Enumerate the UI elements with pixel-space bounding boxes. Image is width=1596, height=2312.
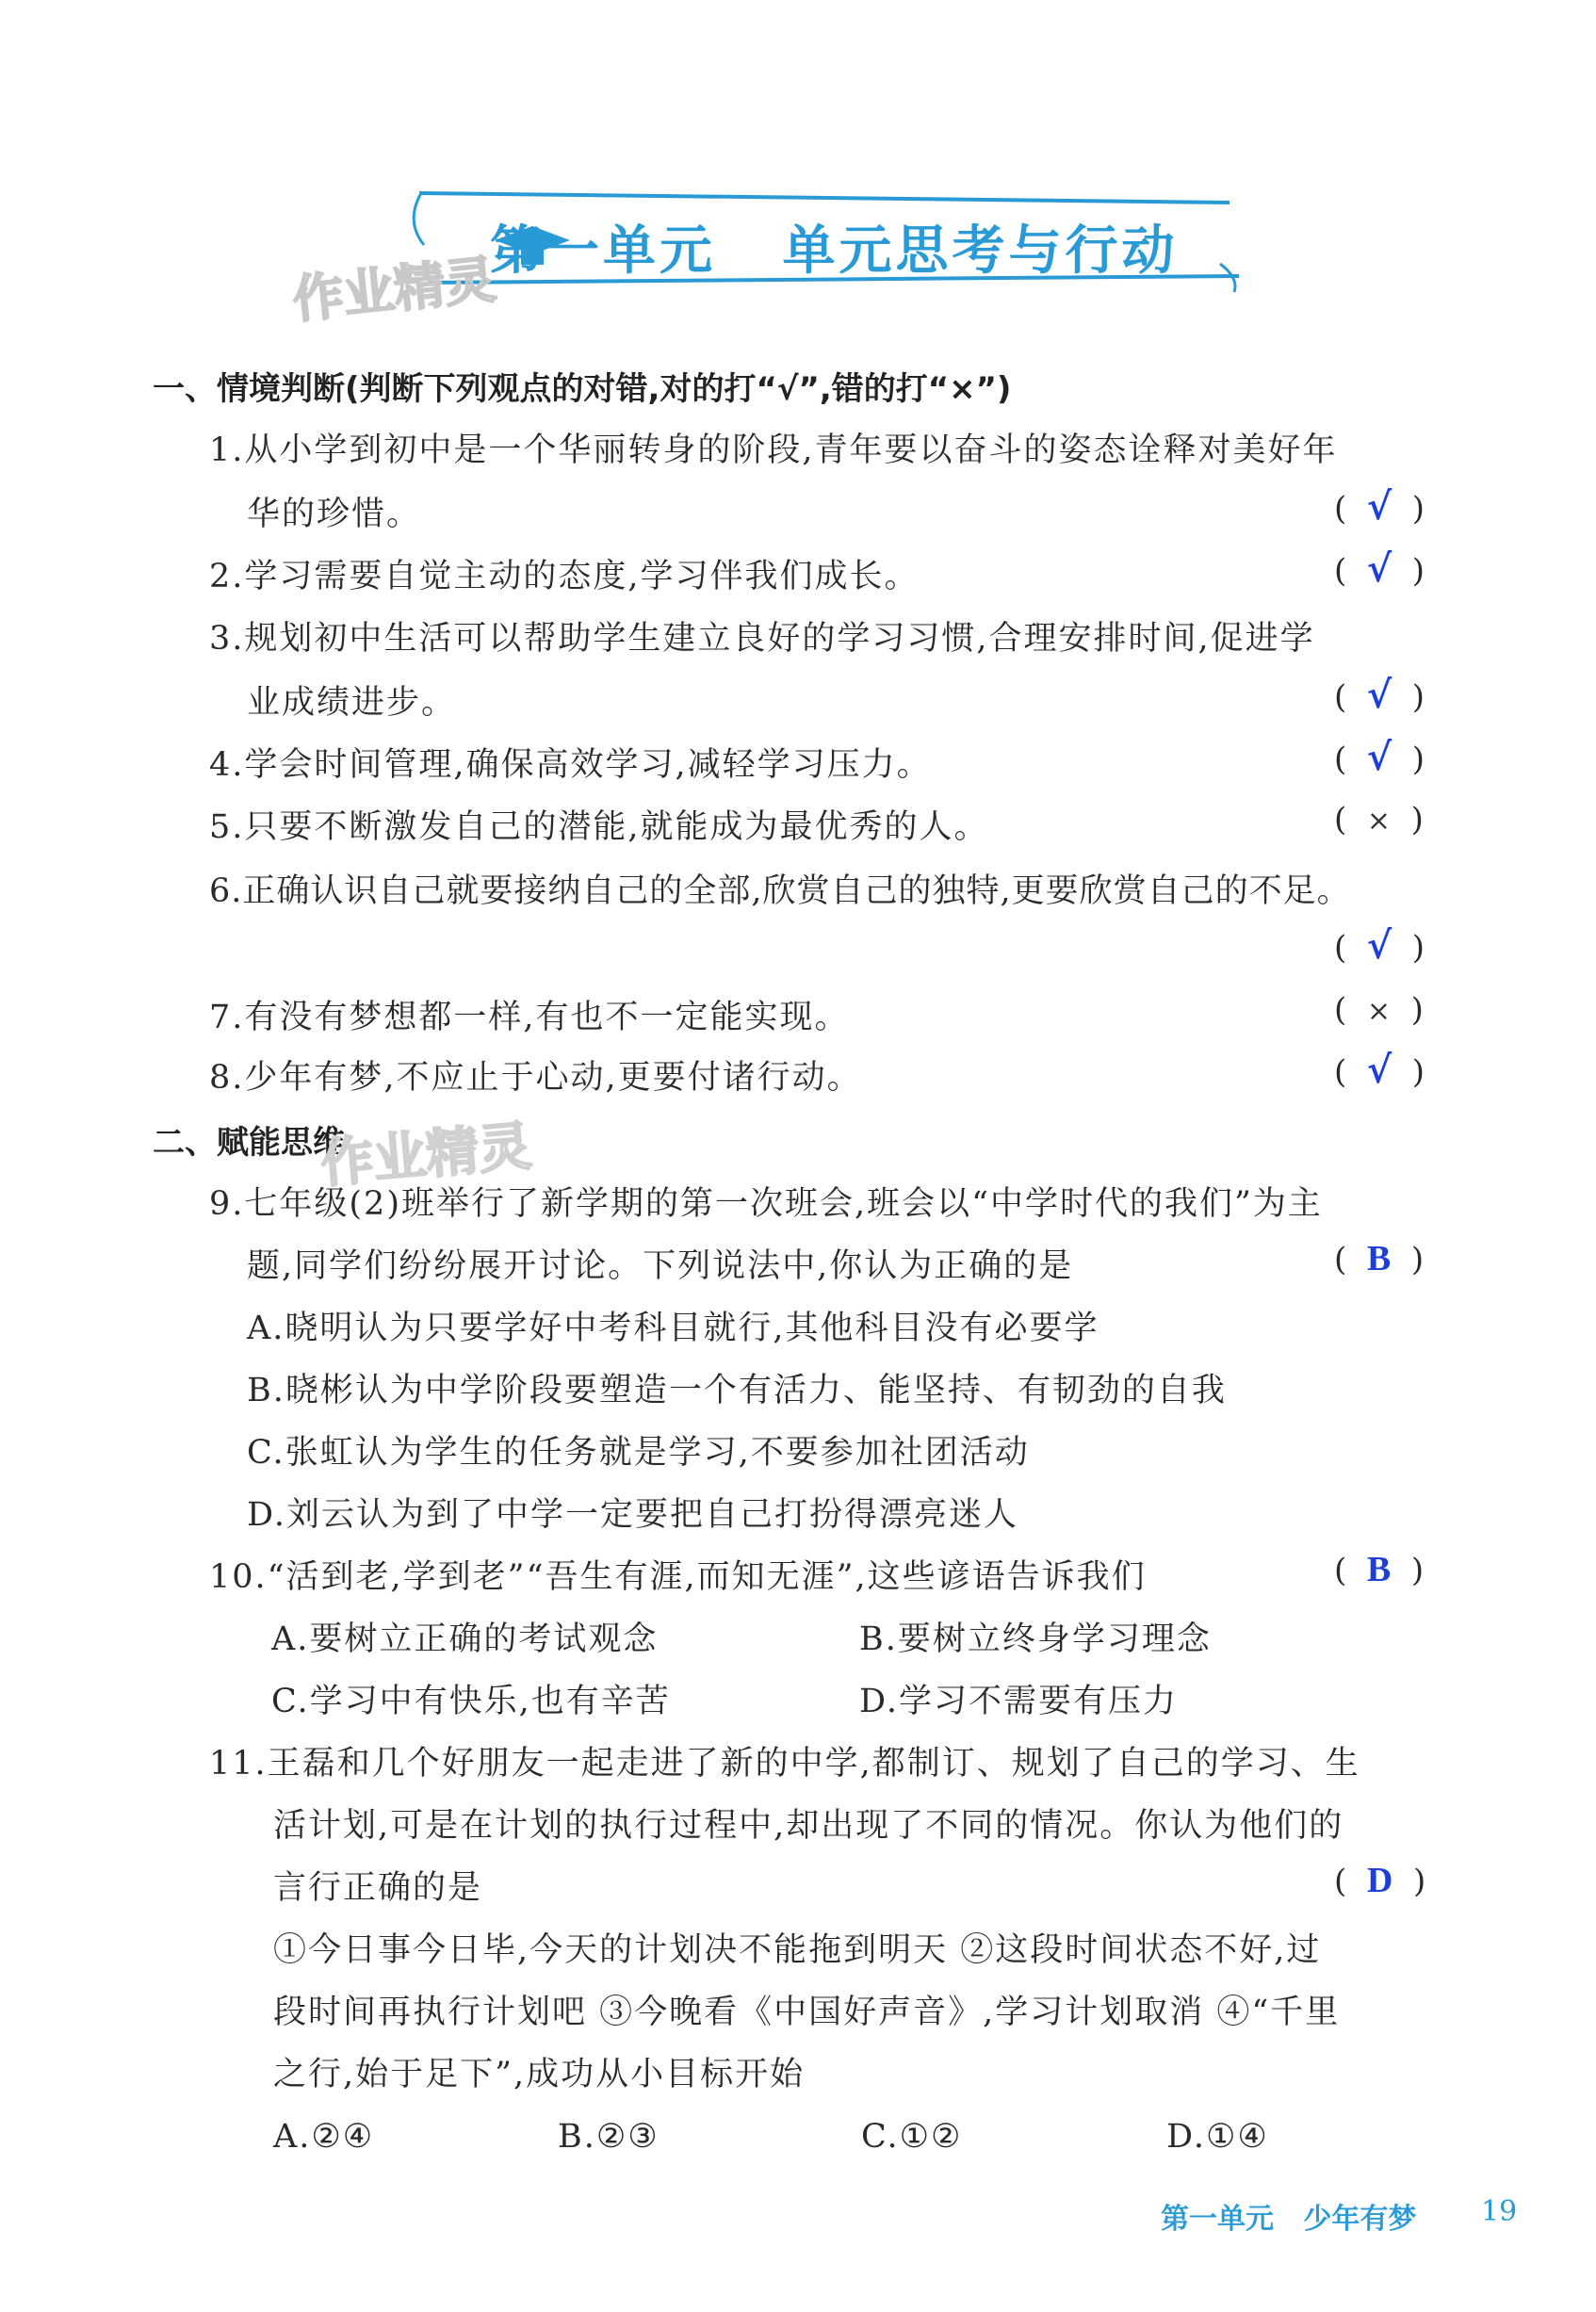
- q5-answer-box: ( × ): [1334, 801, 1424, 839]
- q10-answer: B: [1366, 1550, 1392, 1589]
- page-number: 19: [1481, 2195, 1518, 2228]
- watermark: 作业精灵: [318, 1115, 534, 1196]
- q7-answer-box: ( × ): [1334, 991, 1424, 1029]
- page-title: 第一单元 单元思考与行动: [490, 220, 1179, 282]
- q5-answer: ×: [1366, 805, 1392, 838]
- q11-option-c: C.①②: [861, 2118, 963, 2156]
- q11-option-d: D.①④: [1166, 2118, 1269, 2156]
- q9-option-d: D.刘云认为到了中学一定要把自己打扮得漂亮迷人: [247, 1496, 1018, 1534]
- q9-option-b: B.晓彬认为中学阶段要塑造一个有活力、能坚持、有韧劲的自我: [247, 1372, 1227, 1409]
- q9-line1: 9.七年级(2)班举行了新学期的第一次班会,班会以“中学时代的我们”为主: [209, 1185, 1323, 1223]
- q10-option-a: A.要树立正确的考试观念: [271, 1620, 659, 1658]
- q3-line2: 业成绩进步。: [247, 684, 457, 722]
- q10-line1: 10.“活到老,学到老”“吾生有涯,而知无涯”,这些谚语告诉我们: [209, 1558, 1147, 1596]
- q11-statement-line2: 段时间再执行计划吧 ③今晚看《中国好声音》,学习计划取消 ④“千里: [273, 1994, 1341, 2031]
- q9-answer: B: [1366, 1239, 1392, 1278]
- q4-answer-box: ( √ ): [1334, 735, 1425, 779]
- q3-answer: √: [1366, 673, 1392, 717]
- q8-line1: 8.少年有梦,不应止于心动,更要付诸行动。: [209, 1059, 862, 1097]
- q7-answer: ×: [1366, 995, 1392, 1028]
- q1-line1: 1.从小学到初中是一个华丽转身的阶段,青年要以奋斗的姿态诠释对美好年: [209, 431, 1338, 469]
- q7-line1: 7.有没有梦想都一样,有也不一定能实现。: [209, 999, 850, 1036]
- q10-option-c: C.学习中有快乐,也有辛苦: [271, 1683, 671, 1720]
- q11-option-b: B.②③: [558, 2118, 660, 2156]
- q9-answer-box: ( B ): [1334, 1239, 1425, 1278]
- q11-answer-box: ( D ): [1334, 1861, 1426, 1900]
- q11-line2: 活计划,可是在计划的执行过程中,却出现了不同的情况。你认为他们的: [273, 1807, 1344, 1845]
- q4-line1: 4.学会时间管理,确保高效学习,减轻学习压力。: [209, 746, 932, 784]
- q4-answer: √: [1366, 735, 1392, 779]
- q2-line1: 2.学习需要自觉主动的态度,学习伴我们成长。: [209, 558, 920, 595]
- q8-answer-box: ( √ ): [1334, 1048, 1425, 1092]
- watermark: 作业精灵: [289, 249, 499, 331]
- q10-answer-box: ( B ): [1334, 1550, 1425, 1589]
- q9-option-c: C.张虹认为学生的任务就是学习,不要参加社团活动: [247, 1434, 1030, 1472]
- q11-line3: 言行正确的是: [273, 1869, 483, 1907]
- q1-line2: 华的珍惜。: [247, 496, 422, 533]
- q2-answer: √: [1366, 546, 1392, 591]
- section2-heading: 二、赋能思维: [153, 1124, 345, 1162]
- q10-option-d: D.学习不需要有压力: [859, 1683, 1178, 1720]
- q5-line1: 5.只要不断激发自己的潜能,就能成为最优秀的人。: [209, 808, 989, 846]
- q2-answer-box: ( √ ): [1334, 546, 1425, 591]
- q9-line2: 题,同学们纷纷展开讨论。下列说法中,你认为正确的是: [247, 1247, 1074, 1285]
- q6-answer: √: [1366, 923, 1392, 968]
- q6-line1: 6.正确认识自己就要接纳自己的全部,欣赏自己的独特,更要欣赏自己的不足。: [209, 872, 1351, 910]
- q1-answer: √: [1366, 484, 1392, 529]
- q3-line1: 3.规划初中生活可以帮助学生建立良好的学习习惯,合理安排时间,促进学: [209, 620, 1315, 658]
- q11-line1: 11.王磊和几个好朋友一起走进了新的中学,都制订、规划了自己的学习、生: [209, 1745, 1360, 1783]
- q11-answer: D: [1366, 1861, 1393, 1900]
- footer-unit-label: 第一单元 少年有梦: [1161, 2203, 1417, 2236]
- q8-answer: √: [1366, 1048, 1392, 1092]
- q3-answer-box: ( √ ): [1334, 673, 1425, 717]
- q11-statement-line3: 之行,始于足下”,成功从小目标开始: [273, 2056, 806, 2093]
- section1-heading: 一、情境判断(判断下列观点的对错,对的打“√”,错的打“×”): [153, 370, 1012, 408]
- q11-statement-line1: ①今日事今日毕,今天的计划决不能拖到明天 ②这段时间状态不好,过: [273, 1931, 1322, 1969]
- q10-option-b: B.要树立终身学习理念: [859, 1620, 1212, 1658]
- q11-option-a: A.②④: [273, 2118, 375, 2156]
- q6-answer-box: ( √ ): [1334, 923, 1425, 968]
- q1-answer-box: ( √ ): [1334, 484, 1425, 529]
- q9-option-a: A.晓明认为只要学好中考科目就行,其他科目没有必要学: [247, 1310, 1099, 1347]
